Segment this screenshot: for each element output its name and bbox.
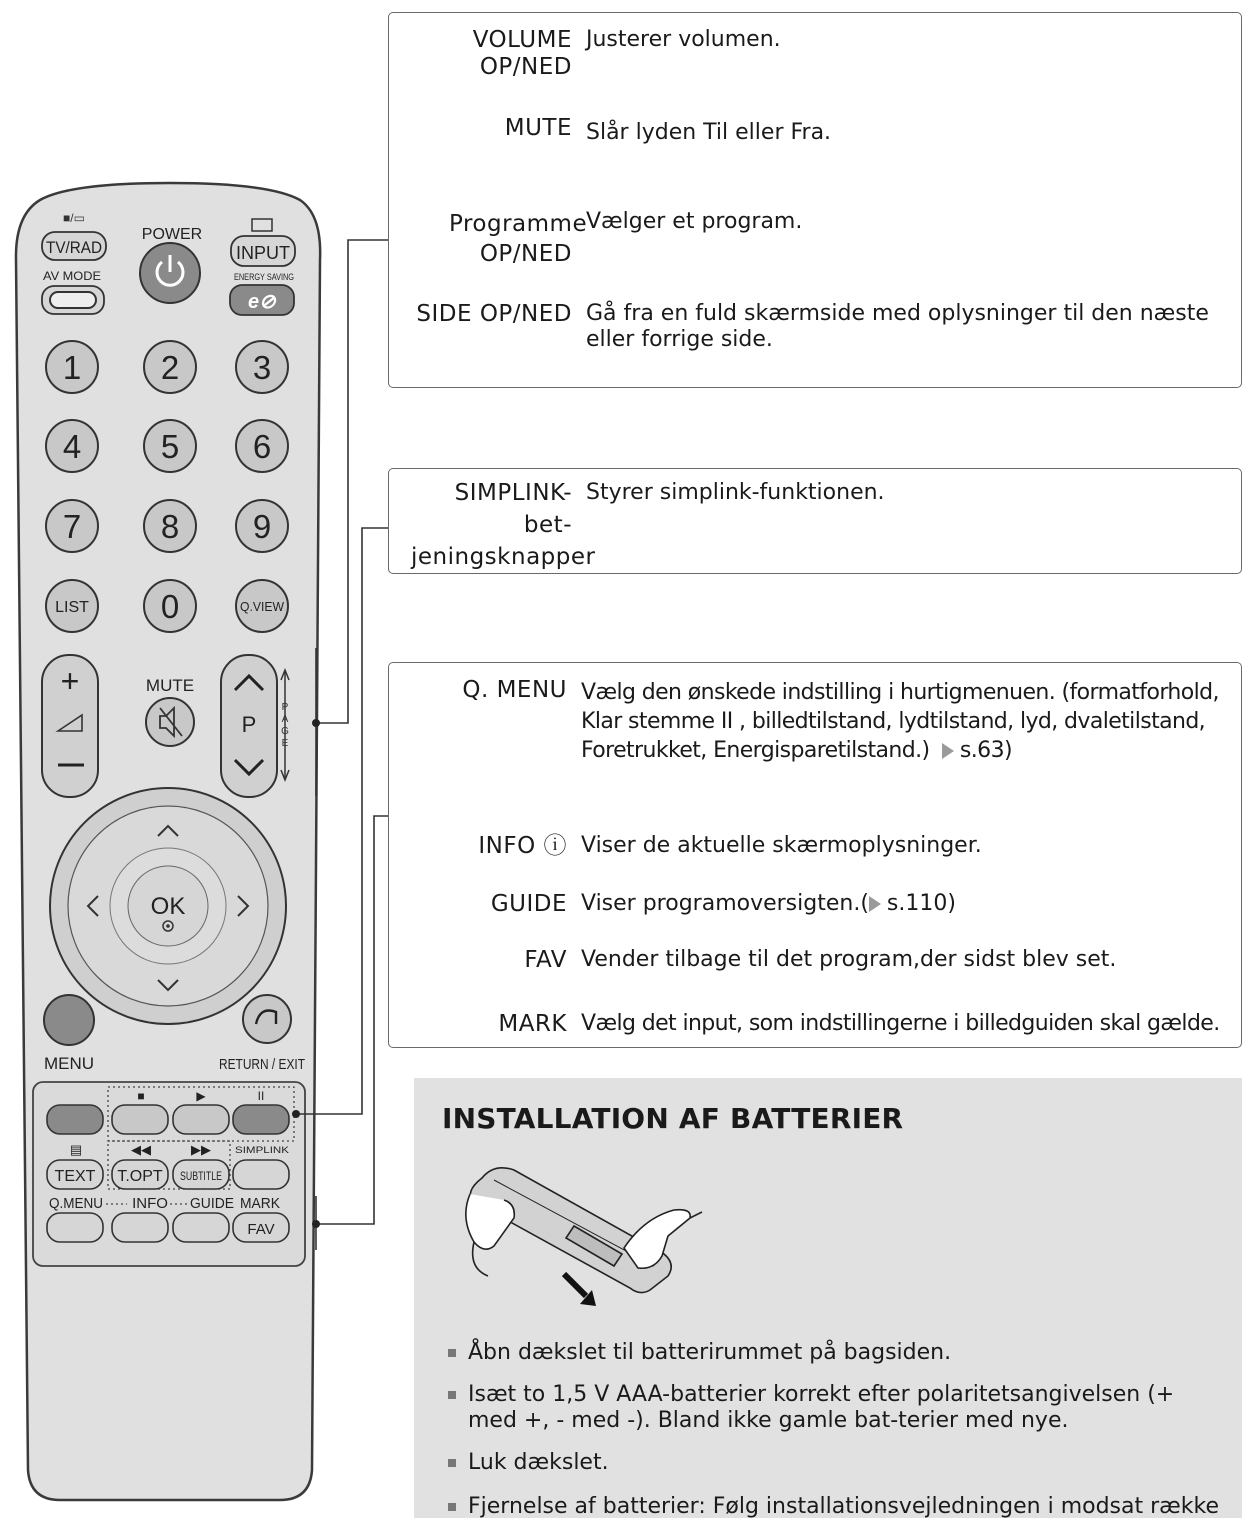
info-desc: Viser de aktuelle skærmoplysninger. xyxy=(581,833,982,858)
svg-text:Q.VIEW: Q.VIEW xyxy=(240,599,285,614)
volume-programme-panel xyxy=(388,12,1242,388)
programme-term: Programme OP/NED xyxy=(449,211,588,267)
mark-term: MARK xyxy=(498,1011,567,1037)
svg-text:P: P xyxy=(281,702,289,713)
qmenu-desc: Vælg den ønskede indstilling i hurtigmenuen. (formatforhold, Klar stemme II , billedtilstand, lydtilstand, lyd, dvaletilstand, Foretrukket, Energisparetilstand.) xyxy=(581,680,1219,763)
tv-rad-label: TV/RAD xyxy=(46,238,102,257)
installation-step-1: Åbn dækslet til batterirummet på bagsiden. xyxy=(448,1340,1202,1366)
info-row xyxy=(389,833,1241,860)
guide-label: GUIDE xyxy=(190,1195,234,1212)
av-mode-label: AV MODE xyxy=(43,269,101,283)
installation-title: INSTALLATION AF BATTERIER xyxy=(442,1102,904,1135)
svg-text:▶: ▶ xyxy=(196,1089,206,1103)
battery-installation-section xyxy=(414,1078,1242,1518)
qmenu-row xyxy=(389,677,1241,765)
battery-cover-illustration xyxy=(454,1158,704,1318)
svg-text:A: A xyxy=(281,714,289,725)
svg-text:2: 2 xyxy=(160,349,180,386)
simplink-logo: SIMPLINK xyxy=(235,1145,289,1155)
guide-row xyxy=(389,891,1241,918)
volume-term: VOLUME OP/NED xyxy=(472,27,572,80)
svg-text:7: 7 xyxy=(62,508,82,545)
menu-functions-panel xyxy=(388,662,1242,1048)
svg-text:LIST: LIST xyxy=(55,599,89,616)
svg-text:0: 0 xyxy=(160,588,180,625)
svg-text:II: II xyxy=(257,1089,265,1103)
teletext-icon: ▤ xyxy=(69,1142,83,1157)
info-label: INFO xyxy=(132,1195,168,1212)
mute-term: MUTE xyxy=(504,115,572,141)
svg-text:E: E xyxy=(281,738,289,749)
svg-text:9: 9 xyxy=(252,508,272,545)
svg-text:4: 4 xyxy=(62,428,82,465)
fav-desc: Vender tilbage til det program,der sidst blev set. xyxy=(581,947,1117,972)
mark-label: MARK xyxy=(240,1195,280,1212)
simplink-term: SIMPLINK-bet-jeningsknapper xyxy=(411,480,596,570)
installation-step-2: Isæt to 1,5 V AAA-batterier korrekt efter polaritetsangivelsen (+ med +, - med -). Bland ikke gamle bat-terier med nye. xyxy=(448,1382,1202,1434)
svg-text:8: 8 xyxy=(160,508,180,545)
rewind-icon: ◀◀ xyxy=(131,1142,151,1157)
volume-desc: Justerer volumen. xyxy=(586,27,781,52)
simplink-desc: Styrer simplink-funktionen. xyxy=(586,480,885,505)
simplink-panel xyxy=(388,468,1242,574)
input-label: INPUT xyxy=(236,243,290,263)
leaf-icon: e⊘ xyxy=(248,291,276,313)
power-label: POWER xyxy=(141,226,203,243)
svg-text:6: 6 xyxy=(252,428,272,465)
volume-row xyxy=(389,27,1241,81)
mute-desc: Slår lyden Til eller Fra. xyxy=(586,120,832,145)
programme-row xyxy=(389,209,1241,269)
return-exit-label: RETURN / EXIT xyxy=(219,1056,305,1073)
energy-saving-label: ENERGY SAVING xyxy=(234,272,294,282)
installation-step-4: Fjernelse af batterier: Følg installationsvejledningen i modsat række xyxy=(448,1494,1202,1520)
qmenu-label: Q.MENU xyxy=(49,1195,103,1212)
svg-text:G: G xyxy=(281,726,289,737)
page-reference-icon xyxy=(942,743,954,759)
programme-desc: Vælger et program. xyxy=(586,209,803,234)
page-reference-icon xyxy=(869,896,881,912)
installation-step-3: Luk dækslet. xyxy=(448,1450,1202,1476)
programme-label: P xyxy=(241,712,257,737)
mark-desc: Vælg det input, som indstillingerne i billedguiden skal gælde. xyxy=(581,1011,1220,1036)
svg-text:TEXT: TEXT xyxy=(54,1168,96,1185)
plus-icon: + xyxy=(60,663,80,699)
menu-label: MENU xyxy=(43,1054,95,1073)
guide-term: GUIDE xyxy=(490,891,567,917)
ok-label: OK xyxy=(150,893,186,920)
fav-term: FAV xyxy=(524,947,567,973)
qmenu-ref: s.63) xyxy=(959,738,1012,763)
page-desc: Gå fra en fuld skærmside med oplysninger til den næste eller forrige side. xyxy=(586,301,1209,352)
page-row xyxy=(389,301,1241,353)
mute-label: MUTE xyxy=(145,676,195,695)
slide-arrow-icon xyxy=(564,1274,586,1296)
mark-row xyxy=(389,1011,1241,1038)
fast-forward-icon: ▶▶ xyxy=(191,1142,211,1157)
guide-desc: Viser programoversigten.( xyxy=(581,891,869,916)
mute-row xyxy=(389,115,1241,146)
svg-text:1: 1 xyxy=(62,349,82,386)
guide-ref: s.110) xyxy=(886,891,956,916)
page-term: SIDE OP/NED xyxy=(416,301,572,327)
info-term: INFO ⓘ xyxy=(478,833,567,859)
svg-text:5: 5 xyxy=(160,428,180,465)
svg-text:■: ■ xyxy=(137,1089,145,1103)
svg-text:■/▭: ■/▭ xyxy=(63,211,85,225)
svg-text:SUBTITLE: SUBTITLE xyxy=(180,1169,222,1183)
fav-row xyxy=(389,947,1241,974)
svg-text:FAV: FAV xyxy=(247,1221,275,1238)
svg-text:3: 3 xyxy=(252,349,272,386)
qmenu-term: Q. MENU xyxy=(462,677,567,703)
svg-text:T.OPT: T.OPT xyxy=(117,1168,163,1185)
simplink-row xyxy=(389,477,1241,573)
